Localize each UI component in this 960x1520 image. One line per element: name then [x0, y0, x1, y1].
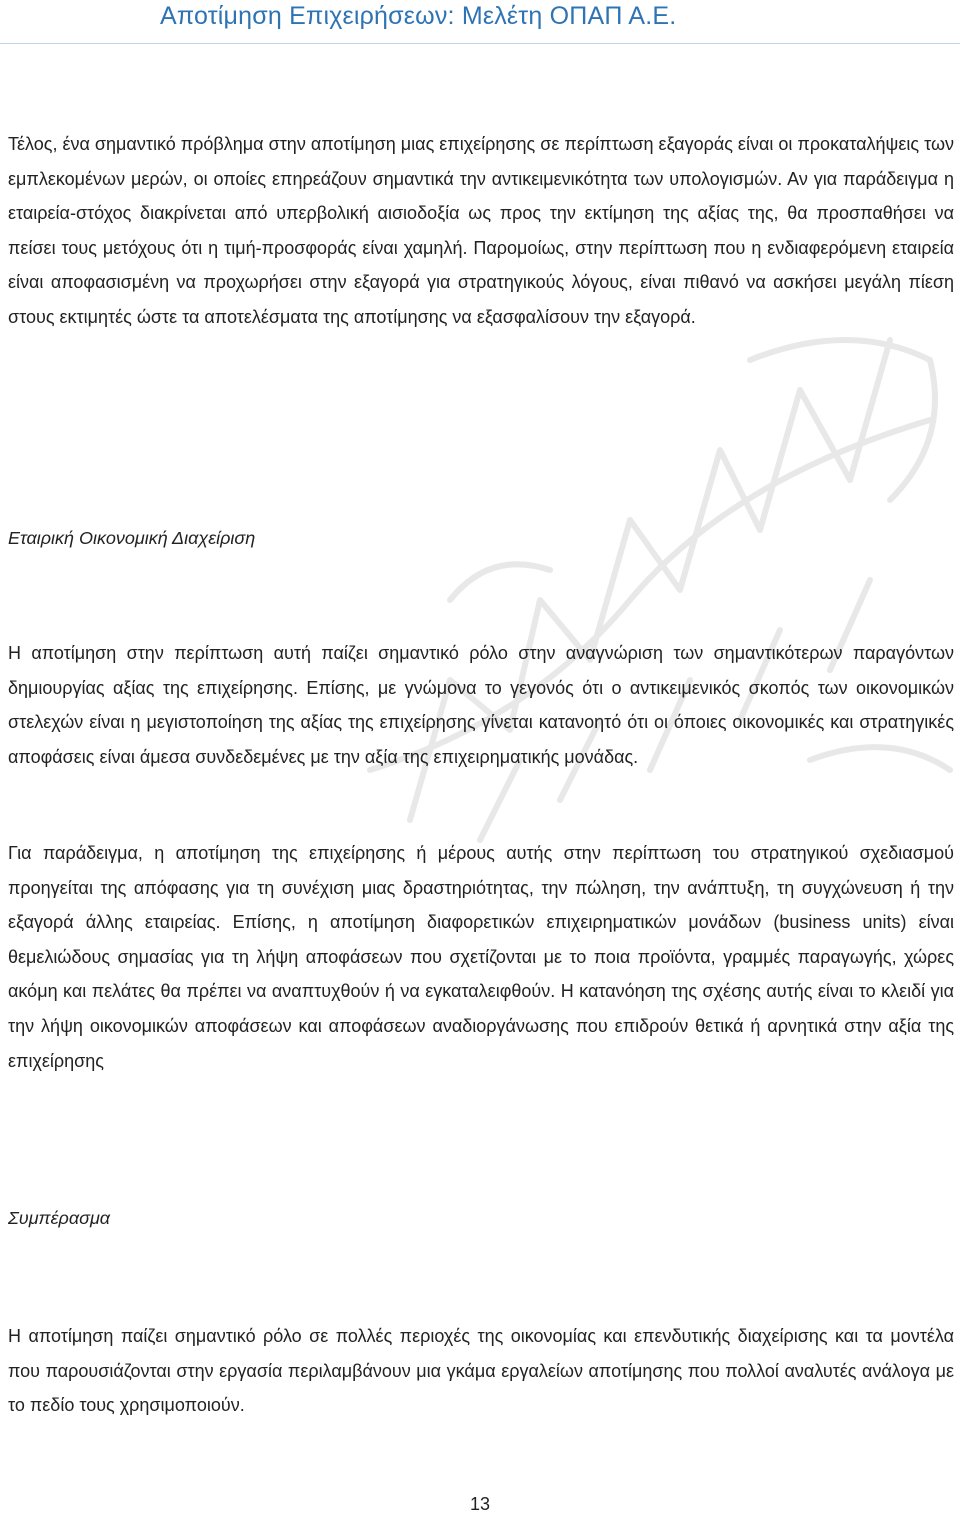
paragraph-conclusion: Η αποτίμηση παίζει σημαντικό ρόλο σε πολλές περιοχές της οικονομίας και επενδυτικής διαχείρισης και τα μοντέλα που παρουσιάζονται στην εργασία περιλαμβάνουν μια γκάμα εργαλείων αποτίμησης που πολλοί αναλυτές ανάλογα με το πεδίο τους χρησιμοποιούν. [8, 1326, 954, 1416]
running-header-title: Αποτίμηση Επιχειρήσεων: Μελέτη ΟΠΑΠ Α.Ε. [160, 2, 677, 30]
paragraph-value-drivers: Η αποτίμηση στην περίπτωση αυτή παίζει σημαντικό ρόλο στην αναγνώριση των σημαντικότερων παραγόντων δημιουργίας αξίας της επιχείρησης. Επίσης, με γνώμονα το γεγονός ότι ο αντικειμενικός σκοπός των οικονομικών στελεχών είναι η μεγιστοποίηση της αξίας της επιχείρησης γίνεται κατανοητό ότι οι όποιες οικονομικές και στρατηγικές αποφάσεις είναι άμεσα συνδεδεμένες με την αξία της επιχειρηματικής μονάδας. [8, 643, 954, 767]
header-divider [0, 43, 960, 44]
section-heading-conclusion: Συμπέρασμα [8, 1208, 111, 1228]
page-number: 13 [469, 1494, 491, 1514]
paragraph-acquisition-bias: Τέλος, ένα σημαντικό πρόβλημα στην αποτίμηση μιας επιχείρησης σε περίπτωση εξαγοράς είναι οι προκαταλήψεις των εμπλεκομένων μερών, οι οποίες επηρεάζουν σημαντικά την αντικειμενικότητα των υπολογισμών. Αν για παράδειγμα η εταιρεία-στόχος διακρίνεται από υπερβολική αισιοδοξία ως προς την εκτίμηση της αξίας της, θα προσπαθήσει να πείσει τους μετόχους ότι η τιμή-προσφοράς είναι χαμηλή. Παρομοίως, στην περίπτωση που η ενδιαφερόμενη εταιρεία είναι αποφασισμένη να προχωρήσει στην εξαγορά για στρατηγικούς λόγους, είναι πιθανό να ασκήσει μεγάλη πίεση στους εκτιμητές ώστε τα αποτελέσματα της αποτίμησης να εξασφαλίσουν την εξαγορά. [8, 134, 954, 327]
paragraph-strategic-planning: Για παράδειγμα, η αποτίμηση της επιχείρησης ή μέρους αυτής στην περίπτωση του στρατηγικού σχεδιασμού προηγείται της απόφασης για τη συνέχιση μιας δραστηριότητας, την πώληση, την ανάπτυξη, τη συγχώνευση ή την εξαγορά άλλης εταιρείας. Επίσης, η αποτίμηση διαφορετικών επιχειρηματικών μονάδων (business units) είναι θεμελιώδους σημασίας για τη λήψη αποφάσεων που σχετίζονται με το ποια προϊόντα, γραμμές παραγωγής, χώρες ακόμη και πελάτες θα πρέπει να αναπτυχθούν ή να εγκαταλειφθούν. Η κατανόηση της σχέσης αυτής είναι το κλειδί για την λήψη οικονομικών αποφάσεων και αποφάσεων αναδιοργάνωσης που επιδρούν θετικά ή αρνητικά στην αξία της επιχείρησης [8, 843, 954, 1071]
watermark-logo [330, 300, 960, 860]
section-heading-corporate-finance: Εταιρική Οικονομική Διαχείριση [8, 528, 256, 548]
